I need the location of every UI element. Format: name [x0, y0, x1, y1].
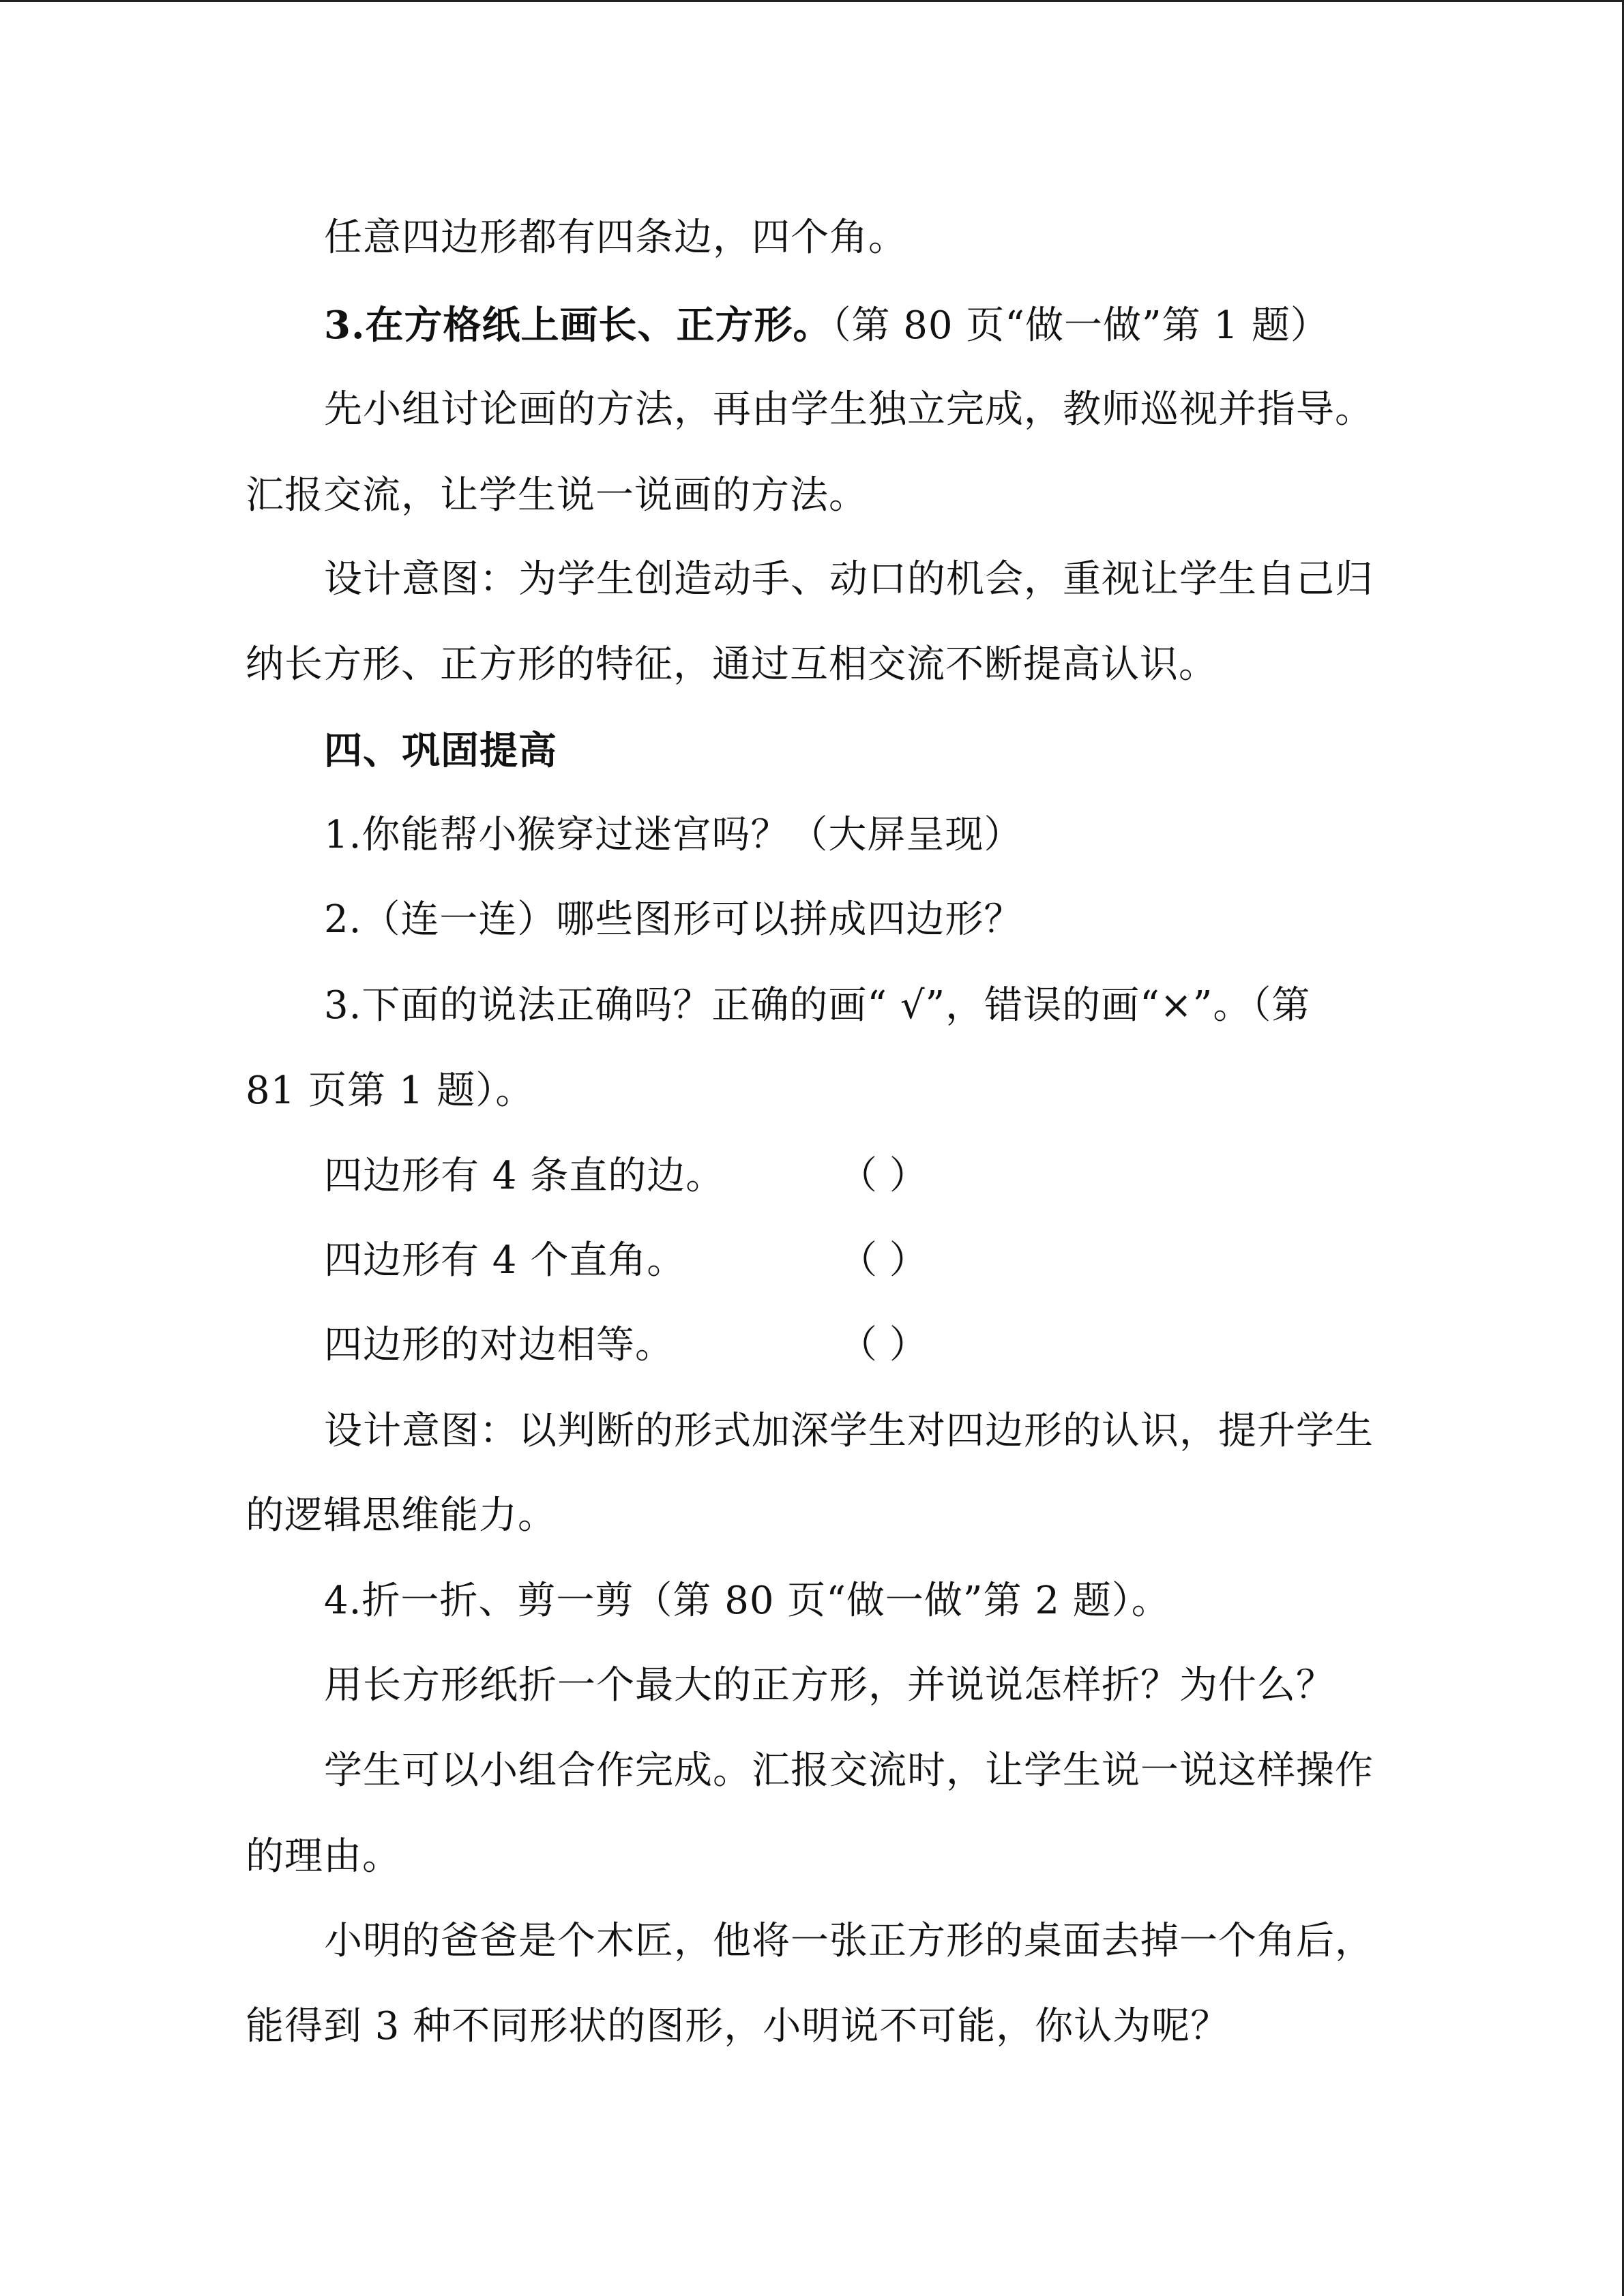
exercise-2-connect: 2.（连一连）哪些图形可以拼成四边形？: [324, 897, 1023, 942]
task-3-title: 3.在方格纸上画长、正方形。: [324, 303, 832, 348]
group-work-line-1: 学生可以小组合作完成。汇报交流时，让学生说一说这样操作: [324, 1748, 1374, 1793]
answer-blank-3[interactable]: （ ）: [839, 1323, 928, 1367]
carpenter-problem-line-1: 小明的爸爸是个木匠，他将一张正方形的桌面去掉一个角后，: [324, 1919, 1374, 1963]
design-intent-1-line-2: 纳长方形、正方形的特征，通过互相交流不断提高认识。: [246, 642, 1217, 687]
statement-1-text: 四边形有 4 条直的边。: [324, 1154, 725, 1198]
exercise-4-instruction: 用长方形纸折一个最大的正方形，并说说怎样折？为什么？: [324, 1663, 1335, 1708]
carpenter-problem-line-2: 能得到 3 种不同形状的图形，小明说不可能，你认为呢？: [246, 2004, 1230, 2048]
statement-3-text: 四边形的对边相等。: [324, 1323, 674, 1367]
design-intent-2-line-1: 设计意图：以判断的形式加深学生对四边形的认识，提升学生: [324, 1409, 1374, 1453]
exercise-3-line-2: 81 页第 1 题）。: [246, 1069, 535, 1113]
statement-row-2: [324, 1237, 1074, 1285]
paragraph-group-discussion: 先小组讨论画的方法，再由学生独立完成，教师巡视并指导。: [324, 387, 1374, 432]
paragraph-quadrilateral-summary: 任意四边形都有四条边，四个角。: [324, 215, 907, 260]
statement-2-text: 四边形有 4 个直角。: [324, 1238, 686, 1283]
paragraph-report-exchange: 汇报交流，让学生说一说画的方法。: [246, 473, 868, 518]
answer-blank-1[interactable]: （ ）: [839, 1154, 928, 1198]
section-heading-consolidate: 四、巩固提高: [324, 728, 557, 773]
task-3-reference: （第 80 页“做一做”第 1 题）: [831, 303, 1329, 348]
statement-row-1: [324, 1152, 1074, 1200]
design-intent-1-line-1: 设计意图：为学生创造动手、动口的机会，重视让学生自己归: [324, 557, 1374, 601]
task-3-heading: [324, 301, 1329, 350]
statement-row-3: [324, 1322, 1074, 1369]
exercise-3-line-1: 3.下面的说法正确吗？正确的画“ √”，错误的画“×”。（第: [324, 983, 1311, 1028]
exercise-1-maze: 1.你能帮小猴穿过迷宫吗？（大屏呈现）: [324, 813, 1023, 857]
exercise-4-fold-cut: 4.折一折、剪一剪（第 80 页“做一做”第 2 题）。: [324, 1579, 1170, 1623]
design-intent-2-line-2: 的逻辑思维能力。: [246, 1493, 557, 1538]
answer-blank-2[interactable]: （ ）: [839, 1238, 928, 1283]
group-work-line-2: 的理由。: [246, 1834, 401, 1879]
